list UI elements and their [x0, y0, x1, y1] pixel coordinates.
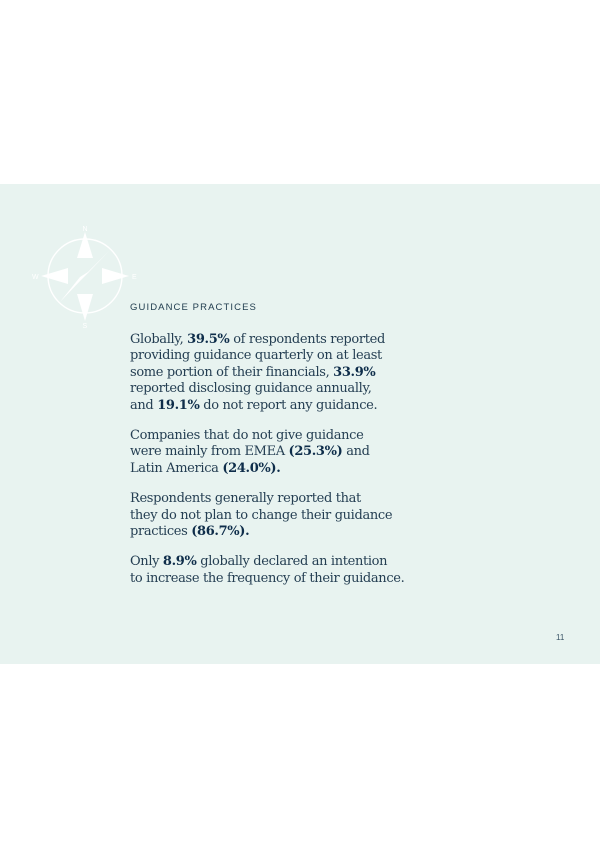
stat-highlight: 33.9%: [333, 364, 376, 380]
page-number: 11: [556, 633, 565, 642]
compass-east-label: E: [132, 274, 137, 281]
stat-highlight: (24.0%).: [222, 460, 281, 476]
stat-highlight: (25.3%): [288, 444, 343, 460]
body-text: [130, 332, 430, 601]
compass-west-label: W: [32, 274, 39, 281]
paragraph-increase-frequency: Only 8.9% globally declared an intention to increase the frequency of their guidance.: [130, 554, 405, 586]
paragraph-global-guidance: Globally, 39.5% of respondents reported providing guidance quarterly on at least some portion of their financials, 33.9% reported disclosing guidance annually, and 19.1% do not report any guidance.: [130, 332, 385, 413]
stat-highlight: (86.7%).: [191, 524, 250, 540]
compass-icon: [30, 222, 140, 332]
stat-highlight: 8.9%: [162, 554, 197, 570]
stat-highlight: 39.5%: [187, 332, 230, 347]
section-heading: GUIDANCE PRACTICES: [130, 302, 257, 313]
compass-north-label: N: [82, 226, 88, 233]
paragraph-no-guidance-regions: Companies that do not give guidance were mainly from EMEA (25.3%) and Latin America (24.0%).: [130, 428, 370, 476]
paragraph-no-change: Respondents generally reported that they do not plan to change their guidance practices (86.7%).: [130, 491, 393, 540]
compass-south-label: S: [82, 323, 88, 330]
stat-highlight: 19.1%: [157, 397, 200, 413]
